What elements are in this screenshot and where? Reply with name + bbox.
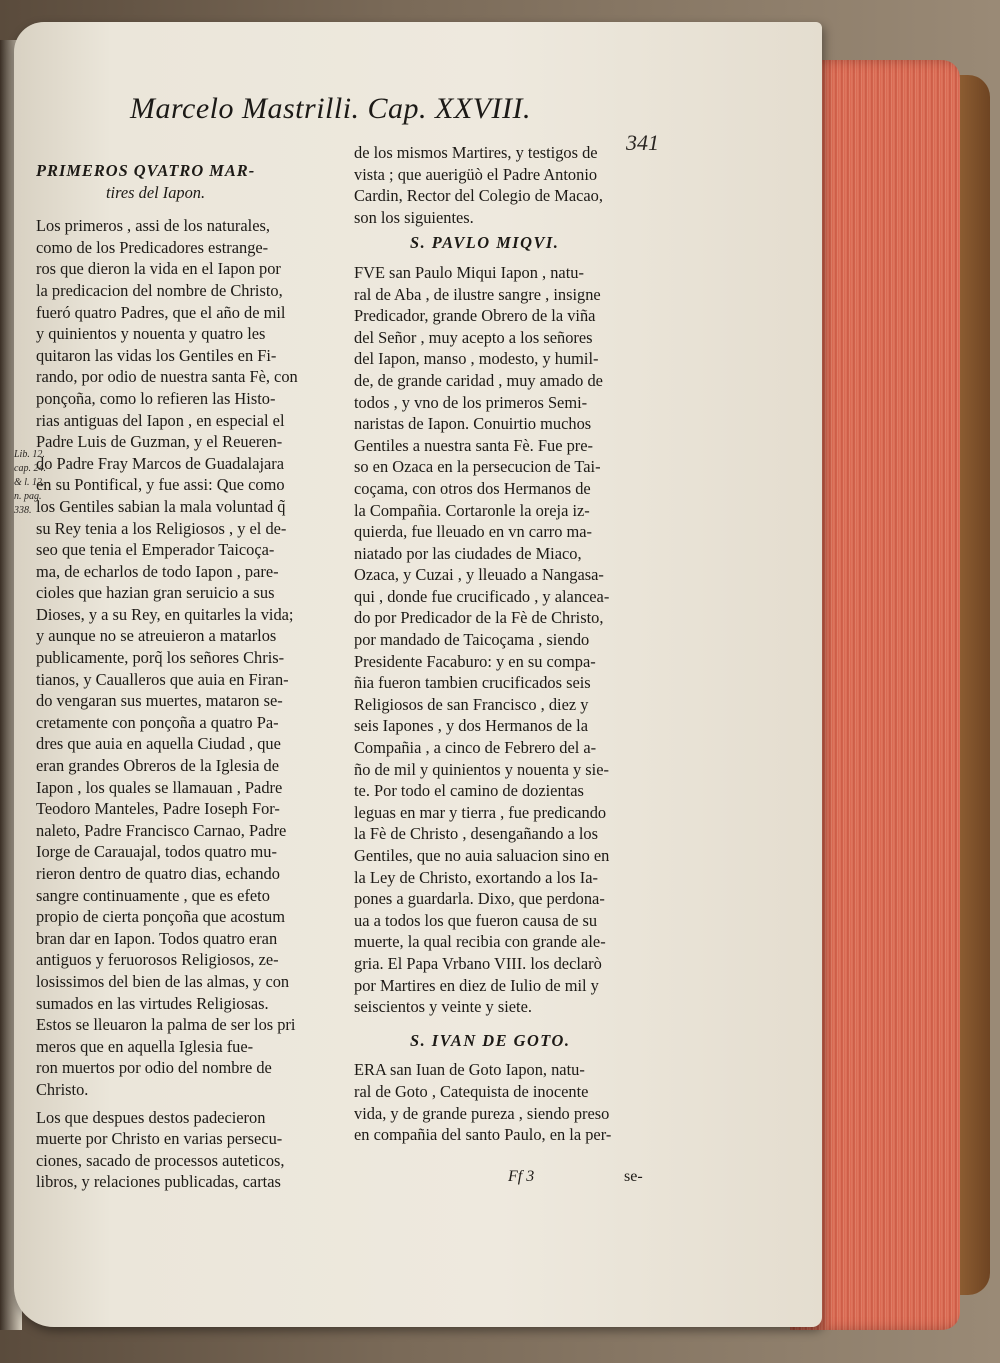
text-line: naleto, Padre Francisco Carnao, Padre (36, 820, 287, 840)
text-line: ros que dieron la vida en el Iapon por (36, 259, 281, 279)
text-line: de, de grande caridad , muy amado de (354, 370, 603, 390)
left-column (36, 160, 336, 1193)
text-line: Presidente Facaburo: y en su compa- (354, 651, 596, 671)
text-line: y quinientos y nouenta y quatro les (36, 324, 266, 344)
text-line: Dioses, y a su Rey, en quitarles la vida; (36, 604, 294, 624)
text-line: cap. 24. (14, 463, 46, 474)
text-line: publicamente, porq̃ los señores Chris- (36, 648, 285, 668)
text-line: seis Iapones , y dos Hermanos de la (354, 716, 588, 736)
text-line: Estos se lleuaron la palma de ser los pri (36, 1015, 296, 1035)
text-line: la Ley de Christo, exortando a los Ia- (354, 867, 598, 887)
signature-mark: Ff 3 (508, 1168, 535, 1185)
page-number: 341 (626, 130, 659, 155)
text-line: Iapon , los quales se llamauan , Padre (36, 777, 283, 797)
text-line: fueró quatro Padres, que el año de mil (36, 302, 286, 322)
text-line: Christo. (36, 1079, 89, 1099)
text-line: Teodoro Manteles, Padre Ioseph For- (36, 799, 280, 819)
text-line: seo que tenia el Emperador Taicoça- (36, 540, 275, 560)
paragraph (354, 1059, 664, 1145)
text-line: en su Pontifical, y fue assi: Que como (36, 475, 285, 495)
text-line: gria. El Papa Vrbano VIII. los declarò (354, 953, 602, 973)
text-line: tianos, y Caualleros que auia en Firan- (36, 669, 289, 689)
text-line: ponçoña, como lo refieren las Histo- (36, 388, 276, 408)
paragraph (36, 1107, 336, 1193)
text-line: quitaron las vidas los Gentiles en Fi- (36, 345, 277, 365)
text-line: ral de Aba , de ilustre sangre , insigne (354, 284, 601, 304)
text-line: do vengaran sus muertes, mataron se- (36, 691, 283, 711)
text-line: como de los Predicadores estrange- (36, 237, 269, 257)
text-line: por mandado de Taicoçama , siendo (354, 630, 590, 650)
paragraph (354, 262, 664, 1018)
text-line: vida, y de grande pureza , siendo preso (354, 1103, 610, 1123)
text-line: do Padre Fray Marcos de Guadalajara (36, 453, 285, 473)
section-title: S. PAVLO MIQVI. (410, 233, 560, 253)
text-line: todos , y vno de los primeros Semi- (354, 392, 588, 412)
text-line: en compañia del santo Paulo, en la per- (354, 1125, 612, 1145)
text-line: Religiosos de san Francisco , diez y (354, 694, 589, 714)
text-line: ciones, sacado de processos auteticos, (36, 1150, 285, 1170)
text-line: do por Predicador de la Fè de Christo, (354, 608, 604, 628)
text-line: ua a todos los que fueron causa de su (354, 910, 598, 930)
text-line: Ozaca, y Cuzai , y lleuado a Nangasa- (354, 565, 604, 585)
text-line: y aunque no se atreuieron a matarlos (36, 626, 277, 646)
text-line: la Fè de Christo , desengañando a los (354, 824, 598, 844)
text-line: qui , donde fue crucificado , y alancea- (354, 586, 610, 606)
text-line: por Martires en diez de Iulio de mil y (354, 975, 599, 995)
text-line: rando, por odio de nuestra santa Fè, con (36, 367, 298, 387)
text-line: FVE san Paulo Miqui Iapon , natu- (354, 262, 584, 282)
text-line: n. pag. (14, 491, 42, 502)
chapter-subheading: tires del Iapon. (106, 182, 206, 202)
text-line: eran grandes Obreros de la Iglesia de (36, 756, 280, 776)
text-line: coçama, con otros dos Hermanos de (354, 478, 591, 498)
text-line: ma, de echarlos de todo Iapon , pare- (36, 561, 279, 581)
text-line: seiscientos y veinte y siete. (354, 997, 532, 1017)
text-line: Gentiles a nuestra santa Fè. Fue pre- (354, 435, 593, 455)
text-line: Padre Luis de Guzman, y el Reueren- (36, 432, 283, 452)
text-line: dres que auia en aquella Ciudad , que (36, 734, 281, 754)
text-line: so en Ozaca en la persecucion de Tai- (354, 457, 601, 477)
text-line: muerte, la qual recibia con grande ale- (354, 932, 606, 952)
text-line: te. Por todo el camino de dozientas (354, 781, 584, 801)
text-line: ERA san Iuan de Goto Iapon, natu- (354, 1060, 585, 1080)
text-line: cioles que hazian gran seruicio a sus (36, 583, 275, 603)
text-line: del Señor , muy acepto a los señores (354, 327, 593, 347)
text-line: Los primeros , assi de los naturales, (36, 216, 270, 236)
paragraph (36, 215, 336, 1100)
text-line: Lib. 12. (14, 449, 45, 460)
paragraph (354, 142, 664, 228)
text-line: la Compañia. Cortaronle la oreja iz- (354, 500, 590, 520)
text-line: de los mismos Martires, y testigos de (354, 143, 598, 162)
catchword: se- (624, 1168, 643, 1185)
text-line: ñia fueron tambien crucificados seis (354, 673, 591, 693)
text-line: Los que despues destos padecieron (36, 1107, 266, 1127)
text-line: & l. 12. (14, 477, 45, 488)
text-line: pones a guardarla. Dixo, que perdona- (354, 889, 605, 909)
text-line: muerte por Christo en varias persecu- (36, 1129, 283, 1149)
text-line: la predicacion del nombre de Christo, (36, 280, 283, 300)
text-line: 338. (14, 505, 32, 516)
text-line: sangre continuamente , que es efeto (36, 885, 270, 905)
text-line: rieron dentro de quatro dias, echando (36, 864, 280, 883)
running-title: Marcelo Mastrilli. Cap. XXVIII. (130, 92, 531, 125)
text-line: sumados en las virtudes Religiosas. (36, 993, 269, 1013)
text-line: son los siguientes. (354, 207, 474, 227)
text-line: Iorge de Carauajal, todos quatro mu- (36, 842, 277, 862)
text-line: vista ; que auerigüò el Padre Antonio (354, 164, 598, 184)
text-line: del Iapon, manso , modesto, y humil- (354, 349, 599, 369)
text-line: Predicador, grande Obrero de la viña (354, 306, 596, 326)
text-line: rias antiguas del Iapon , en especial el (36, 410, 285, 430)
text-line: naristas de Iapon. Conuirtio muchos (354, 414, 592, 434)
right-column (354, 142, 664, 1146)
text-line: su Rey tenia a los Religiosos , y el de- (36, 518, 287, 538)
chapter-heading: PRIMEROS QVATRO MAR- (36, 161, 256, 180)
text-line: losissimos del bien de las almas, y con (36, 971, 290, 991)
text-line: ño de mil y quinientos y nouenta y sie- (354, 759, 609, 779)
margin-note (14, 448, 46, 518)
text-line: cretamente con ponçoña a quatro Pa- (36, 712, 279, 732)
text-line: Cardin, Rector del Colegio de Macao, (354, 186, 603, 206)
text-line: meros que en aquella Iglesia fue- (36, 1036, 254, 1056)
text-line: quierda, fue lleuado en vn carro ma- (354, 522, 593, 542)
text-line: propio de cierta ponçoña que acostum (36, 907, 285, 927)
text-line: libros, y relaciones publicadas, cartas (36, 1172, 281, 1192)
section-title: S. IVAN DE GOTO. (410, 1030, 571, 1050)
text-line: los Gentiles sabian la mala voluntad q̃ (36, 496, 286, 516)
text-line: ral de Goto , Catequista de inocente (354, 1081, 589, 1101)
text-line: leguas en mar y tierra , fue predicando (354, 802, 607, 822)
text-line: niatado por las ciudades de Miaco, (354, 543, 582, 563)
text-line: Compañia , a cinco de Febrero del a- (354, 738, 597, 758)
text-line: bran dar en Iapon. Todos quatro eran (36, 928, 278, 948)
text-line: antiguos y feruorosos Religiosos, ze- (36, 950, 279, 970)
text-line: ron muertos por odio del nombre de (36, 1058, 272, 1078)
text-line: Gentiles, que no auia saluacion sino en (354, 846, 610, 865)
